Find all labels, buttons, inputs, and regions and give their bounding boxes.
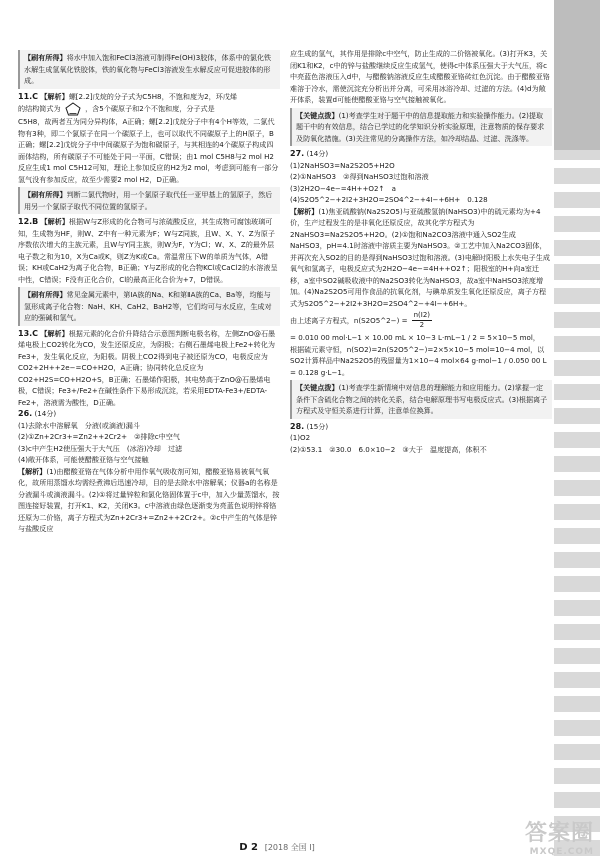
question-13 [18,328,280,409]
margin-stripes-solid [554,0,600,150]
q13-number: 13.C [18,328,39,338]
q11-note-box [18,187,280,214]
cyclopentene-structure-icon [65,102,81,116]
q12-note-text: 常见金属元素中，第ⅠA族的Na、K和第ⅡA族的Ca、Ba等，均能与氢形成离子化合物：NaH、KH、CaH2、BaH2等，它们均可与水反应，生成对应的强碱和氢气。 [24,290,272,322]
q27-keypoint-box [290,380,552,419]
q27-keypoint-text: (1)考查学生新情境中对信息的理解能力和应用能力。(2)掌握一定条件下含硫化合物之间的转化关系，结合电解原理书写电极反应式。(3)根据离子方程式及守恒关系进行计算，注意单位换算。 [296,383,548,415]
q26-answer-2: (2)①Zn+2Cr3+=Zn2++2Cr2+ ②排除c中空气 [18,432,180,441]
margin-stripes [554,0,600,863]
q27-fraction-numerator: n(I2) [413,311,431,319]
q26-cont-body: 应生成的氢气，其作用是排除c中空气，防止生成的二价铬被氧化。(3)打开K3，关闭K1和K2，c中的锌与盐酸继续反应生成氢气，使得c中体系压强大于大气压，将c中亮蓝色溶液压入d中，与醋酸钠溶液反应生成醋酸亚铬砖红色沉淀。由于醋酸亚铬难溶于冷水，需使沉淀充分析出并分离，可采用冰浴冷却、过滤的方法。(4)d为敞开体系，装置d可能使醋酸亚铬与空气接触被氧化。 [290,49,550,104]
q12-body: 根据W与Z形成的化合物可与浓硫酸反应，其生成物可腐蚀玻璃可知，生成物为HF，则W、Z中有一种元素为F；W与Z同族，且W、X、Y、Z为原子序数依次增大的主族元素，且W与Y同主族，则W为F，Y为Cl；W、X、Z的最外层电子数之和为10，X为Ca或K，则Z为K或Ca。常温常压下W的单质为气体，A错误；KH或CaH2为离子化合物，B正确；Y与Z形成的化合物KCl或CaCl2的水溶液呈中性，C错误；F没有正化合价，Cl的最高正化合价为+7，D错误。 [18,217,278,284]
left-column [18,48,280,535]
q26-keypoint-text: (1)考查学生对于题干中的信息提取能力和实验操作能力。(2)提取题干中的有效信息，结合已学过的化学知识分析实验原理，注意物质的保存要求及防氧化措施。(3)关注常见的分离操作方法，如冷却结晶、过滤、洗涤等。 [296,110,545,143]
q11-tag: 【解析】 [40,91,69,101]
intro-note-tag: 【刷有所得】 [24,53,67,62]
watermark-text: 答案圈 [524,821,594,846]
q11-line2b: ，含5个碳原子和2个不饱和度，分子式是 [85,104,215,113]
q27-keypoint-tag: 【关键点拨】 [296,383,339,392]
q26-keypoint-box [290,108,552,147]
intro-note-box [18,50,280,89]
q27-calc-row [290,311,552,330]
q12-number: 12.B [18,217,39,226]
q11-body: C5H8，故两者互为同分异构体，A正确；螺[2.2]戊烷分子中有4个H等效，二氯代物有3种，即二个氯原子在同一个碳原子上，也可以取代不同碳原子上的H原子，B正确；螺[2.2]戊烷分子中中间碳原子为饱和碳原子，与其相连的4个碳原子构成四面体结构，所有碳原子不可能处于同一平面，C错误；由1 mol C5H8与2 mol H2反应生成1 mol C5H12可知，理论上参加反应的H2为2 mol，考虑到可能有一部分氢气没有参加反应，故至少需要2 mol H2，D正确。 [18,117,279,184]
q28-number: 28. [290,421,305,431]
q26-score: (14分) [34,409,57,418]
q26-answer-1: (1)去除水中溶解氧 分液(或滴液)漏斗 [18,420,140,430]
question-26-continued [290,48,552,146]
q12-tag: 【解析】 [40,217,69,226]
q27-score: (14分) [306,149,329,158]
right-column [290,48,552,455]
q26-body: (1)由醋酸亚铬在气体分析中用作氧气吸收剂可知，醋酸亚铬易被氧气氧化，故所用蒸馏水均需经煮沸后迅速冷却，目的是去除水中溶解氧；仪器a的名称是分液漏斗或滴液漏斗。(2)①将过量锌粒和氯化铬固体置于c中，加入少量蒸馏水，按图连接好装置，打开K1、K2，关闭K3。c中溶液由绿色逐渐变为亮蓝色说明锌将铬还原为二价铬，离子方程式为Zn+2Cr3+=Zn2++2Cr2+。②c中产生的气体是锌与盐酸反应 [18,466,280,533]
question-12 [18,216,280,326]
q26-keypoint-tag: 【关键点拨】 [296,110,339,120]
watermark-url: MXQE.COM [529,847,594,857]
q26-answer-4: (4)敞开体系，可能使醋酸亚铬与空气接触 [18,455,149,464]
q27-answer-1: (1)2NaHSO3=Na2S2O5+H2O [290,160,395,170]
q12-note-box [18,287,280,326]
q13-tag: 【解析】 [40,328,69,338]
q26-tag: 【解析】 [18,466,47,476]
q27-answer-2: (2)①NaHSO3 ②得到NaHSO3过饱和溶液 [290,172,429,181]
q27-calc-3: 根据硫元素守恒，n(SO2)=2n(S2O5^2−)=2×5×10−5 mol=10−4 mol，以SO2计算样品中Na2S2O5的残留量为1×10−4 mol×64 g·mol−1 / 0.050 00 L = 0.128 g·L−1。 [290,344,547,377]
q28-answer-1: (1)O2 [290,433,311,442]
q11-line2a: 的结构简式为 [18,104,61,113]
question-26 [18,408,280,535]
q11-note-text: 判断二氯代物时，用一个氯原子取代任一亚甲基上的氢原子，然后用另一个氯原子取代不同位置的氢原子。 [24,190,273,211]
q12-note-tag: 【刷有所得】 [24,290,67,299]
q11-note-tag: 【刷有所得】 [24,190,67,199]
q28-score: (15分) [306,421,329,431]
q27-answer-3: (3)2H2O−4e−=4H++O2↑ a [290,183,396,193]
q27-tag: 【解析】 [290,206,319,216]
q28-answer-2: (2)①53.1 ②30.0 6.0×10−2 ③大于 温度提高，体积不 [290,444,487,454]
q11-line1: 螺[2.2]戊烷的分子式为C5H8，不饱和度为2，环戊烯 [68,91,238,101]
q26-answer-3: (3)c中产生H2使压强大于大气压 (冰浴)冷却 过滤 [18,443,183,453]
q27-calc-1: 由上述离子方程式，n(S2O5^2−) = [290,315,408,325]
watermark-logo [474,816,594,857]
intro-note-text: 将水中加入饱和FeCl3溶液可制得Fe(OH)3胶体，体系中的氯化铁水解生成氢氧化铁胶体，铁的氧化物与FeCl3溶液发生水解反应可促进胶体的形成。 [24,53,272,85]
q11-number: 11.C [18,91,39,101]
q27-fraction-denominator: 2 [419,321,425,329]
exam-year-label: [2018 全国 Ⅰ] [264,843,315,852]
question-28 [290,421,552,456]
q13-body: 根据元素的化合价升降结合示意图判断电极名称，左侧ZnO@石墨烯电极上CO2转化为CO，发生还原反应，为阴极；右侧石墨烯电极上Fe2+转化为Fe3+，发生氧化反应，为阳极。阴极上CO2得到电子被还原为CO，电极反应为CO2+2H++2e−=CO+H2O，A正确；协同转化总反应为CO2+H2S=CO+H2O+S，B正确；石墨烯作阳极，其电势高于ZnO@石墨烯电极，C错误；Fe3+/Fe2+在碱性条件下易形成沉淀，若采用EDTA-Fe3+/EDTA-Fe2+，溶液需为酸性，D正确。 [18,328,276,407]
question-27 [290,148,552,419]
q27-body: (1)焦亚硫酸钠(Na2S2O5)与亚硫酸氢钠(NaHSO3)中的硫元素均为+4价，生产过程发生的是非氧化还原反应，故其化学方程式为2NaHSO3=Na2S2O5+H2O。(2)①饱和Na2CO3溶液中通入SO2生成NaHSO3，pH=4.1时溶液中溶质主要为NaHSO3。②工艺中加入Na2CO3固体，并再次充入SO2的目的是得到NaHSO3过饱和溶液。(3)电解时阳极上水失电子生成氧气和氢离子，电极反应式为2H2O−4e−=4H++O2↑；阳极室的H+向a室迁移，a室中SO2碱吸收液中的Na2SO3转化为NaHSO3，故a室中NaHSO3浓度增加。(4)Na2S2O5可用作食品的抗氧化剂，与碘单质发生氧化还原反应，离子方程式为S2O5^2−+2I2+3H2O=2SO4^2−+4I−+6H+。 [290,206,550,308]
q27-answer-4: (4)S2O5^2−+2I2+3H2O=2SO4^2−+4I−+6H+ 0.128 [290,195,488,204]
q26-number: 26. [18,409,33,418]
q27-calc-2: = 0.010 00 mol·L−1 × 10.00 mL × 10−3 L·mL−1 / 2 = 5×10−5 mol， [290,333,540,342]
q27-number: 27. [290,149,305,158]
question-11 [18,91,280,215]
page-number: D 2 [239,842,258,853]
page-footer [0,842,554,853]
q27-fraction [412,311,432,330]
